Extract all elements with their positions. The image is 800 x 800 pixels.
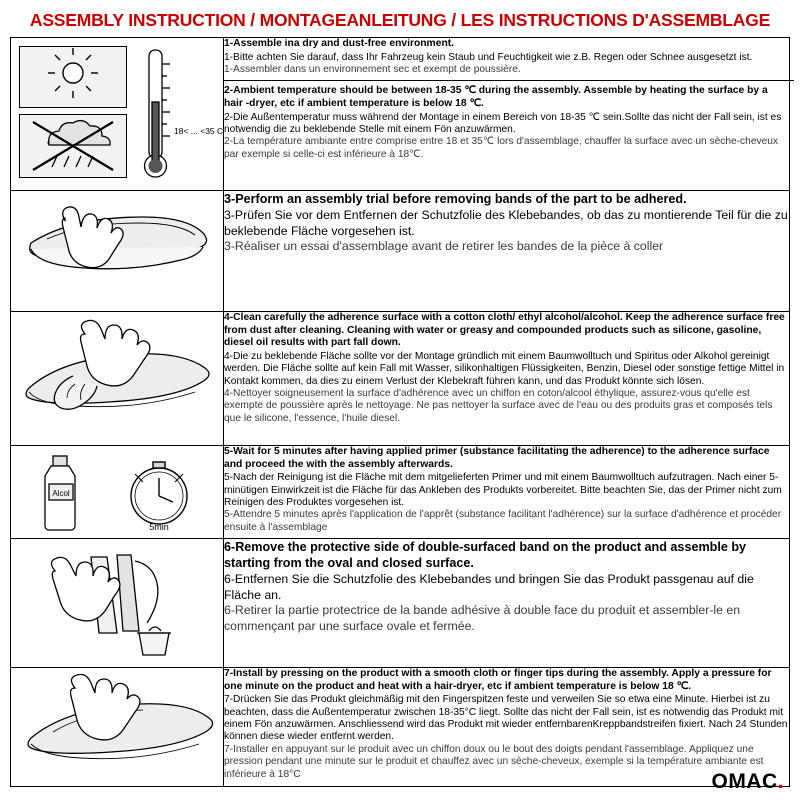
step-4-en: 4-Clean carefully the adherence surface with a cotton cloth/ ethyl alcohol/alcohol. Keep the adherence surface free from dust after cleaning. Cleaning with water or greasy and compounded products such as silicone, gasoline, diesel oil results with part fall down. <box>224 312 785 349</box>
svg-text:Alcol: Alcol <box>52 489 70 498</box>
table-row <box>11 191 790 312</box>
page-title: ASSEMBLY INSTRUCTION / MONTAGEANLEITUNG / LES INSTRUCTIONS D'ASSEMBLAGE <box>29 10 771 30</box>
brand-accent-dot: . <box>777 770 784 793</box>
divider <box>218 80 794 81</box>
step-7-de: 7-Drücken Sie das Produkt gleichmäßig mit den Fingerspitzen feste und verweilen Sie so etwa eine Minute. Hierbei ist zu beachten, dass die Außentemperatur zwischen 18-35°C liegt. Sollte das nicht der Fall sein, ist es notwendig das Produkt mit einem Fön anzuwärmen. Anschliessend wird das Produkt mit wieder entfernbarenKreppbandstreifen fixiert. Nach 24 Stunden können diese wieder entfernt werden. <box>224 694 788 743</box>
illustration-environment <box>11 38 224 191</box>
step-7-en: 7-Install by pressing on the product with a smooth cloth or finger tips during the assembly. Apply a pressure for one minute on the product and heat with a hair-dryer, etc if ambient temperature is below 18 ℃. <box>224 668 772 692</box>
step-6-fr: 6-Retirer la partie protectrice de la bande adhésive à double face du produit et assembler-le en commençant par une surface ovale et fermée. <box>224 603 741 633</box>
step-cell-5 <box>224 446 790 539</box>
step-1-fr: 1-Assembler dans un environnement sec et exempt de poussière. <box>224 64 521 75</box>
step-3-de: 3-Prüfen Sie vor dem Entfernen der Schutzfolie des Klebebandes, ob das zu montierende Teil für die zu beklebende Fläche vorgesehen ist. <box>224 208 788 238</box>
table-row <box>11 312 790 446</box>
table-row <box>11 38 790 191</box>
step-3-fr: 3-Réaliser un essai d'assemblage avant de retirer les bandes de la pièce à coller <box>224 239 664 254</box>
illustration-remove-film <box>11 539 224 668</box>
step-1-de: 1-Bitte achten Sie darauf, dass Ihr Fahrzeug kein Staub und Feuchtigkeit wie z.B. Regen oder Schnee ausgesetzt ist. <box>224 51 753 63</box>
step-2-de: 2-Die Außentemperatur muss während der Montage in einem Bereich von 18-35 ℃ sein.Sollte das nicht der Fall sein, ist es notwendig die zu beklebende Stelle mit einem Fön anzuwärmen. <box>224 111 782 135</box>
table-row <box>11 668 790 787</box>
step-cell-4 <box>224 312 790 446</box>
step-5-fr: 5-Attendre 5 minutes après l'application de l'apprêt (substance facilitant l'adhérence) sur la surface d'adhérence et procéder ensuite à l'assemblage <box>224 509 782 533</box>
illustration-primer-wait <box>11 446 224 539</box>
temperature-range-label: 18< ... <35 C <box>174 126 224 136</box>
step-1 <box>224 38 789 76</box>
table-row <box>11 539 790 668</box>
step-6-de: 6-Entfernen Sie die Schutzfolie des Klebebandes und bringen Sie das Produkt passgenau auf die Fläche an. <box>224 572 754 602</box>
step-1-en: 1-Assemble ina dry and dust-free environment. <box>224 38 455 49</box>
step-cell-1-2 <box>224 38 790 191</box>
step-2-en: 2-Ambient temperature should be between 18-35 ℃ during the assembly. Assemble by heating the surface by a hair -dryer, etc if ambient temperature is below 18 ℃. <box>224 85 768 109</box>
step-4-de: 4-Die zu beklebende Fläche sollte vor der Montage gründlich mit einem Baumwolltuch und Spiritus oder Alkohol gereinigt werden. Die Fläche sollte auf kein Fall mit Wasser, silikonhaltigen Flüssigkeiten, Benzin, Diesel oder sonstige fettige Mittel in Kontakt kommen, da dies zu einem Verlust der Klebekraft führen kann, und das Produkt könnte sich lösen. <box>224 350 785 387</box>
step-cell-6 <box>224 539 790 668</box>
step-cell-7 <box>224 668 790 787</box>
brand-logo <box>711 770 784 794</box>
brand-name: OMAC <box>711 770 778 793</box>
illustration-press-install <box>11 668 224 787</box>
step-6-en: 6-Remove the protective side of double-surfaced band on the product and assemble by starting from the oval and closed surface. <box>224 540 747 570</box>
step-cell-3 <box>224 191 790 312</box>
step-5-en: 5-Wait for 5 minutes after having applied primer (substance facilitating the adherence) to the adherence surface and proceed the with the assembly afterwards. <box>224 446 770 470</box>
step-2-fr: 2-La température ambiante entre comprise entre 18 et 35℃ lors d'assemblage, chauffer la surface avec un sèche-cheveux par exemple si celle-ci est inférieure à 18℃. <box>224 136 779 160</box>
step-7-fr: 7-Installer en appuyant sur le produit avec un chiffon doux ou le bout des doigts pendant l'assemblage. Appliquez une pression pendant une minute sur le produit et chauffez avec un sèche-cheveux, exemple si la température ambiante est inférieure à 18°C <box>224 743 764 780</box>
illustration-trial-fit <box>11 191 224 312</box>
table-row <box>11 446 790 539</box>
illustration-cleaning <box>11 312 224 446</box>
svg-text:5min: 5min <box>149 522 169 532</box>
step-2 <box>224 85 789 161</box>
step-3-en: 3-Perform an assembly trial before removing bands of the part to be adhered. <box>224 192 687 206</box>
instruction-table <box>10 37 790 787</box>
step-4-fr: 4-Nettoyer soigneusement la surface d'adhérence avec un chiffon en coton/alcool éthylique, assurez-vous qu'elle est exempte de poussière après le nettoyage. Ne pas nettoyer la surface avec de l'eau ou des produits gras et composés tels que le silicone, l'essence, l'huile diesel. <box>224 388 773 424</box>
step-5-de: 5-Nach der Reinigung ist die Fläche mit dem mitgelieferten Primer und mit einem Baumwolltuch aufzutragen. Nach einer 5-minütigen Einwirkzeit ist die Fläche für das Ankleben des Produkts vorbereitet. Bitte beachten Sie, das der Primer nicht zum Reinigen des Produktes vorgesehen ist. <box>224 472 782 508</box>
